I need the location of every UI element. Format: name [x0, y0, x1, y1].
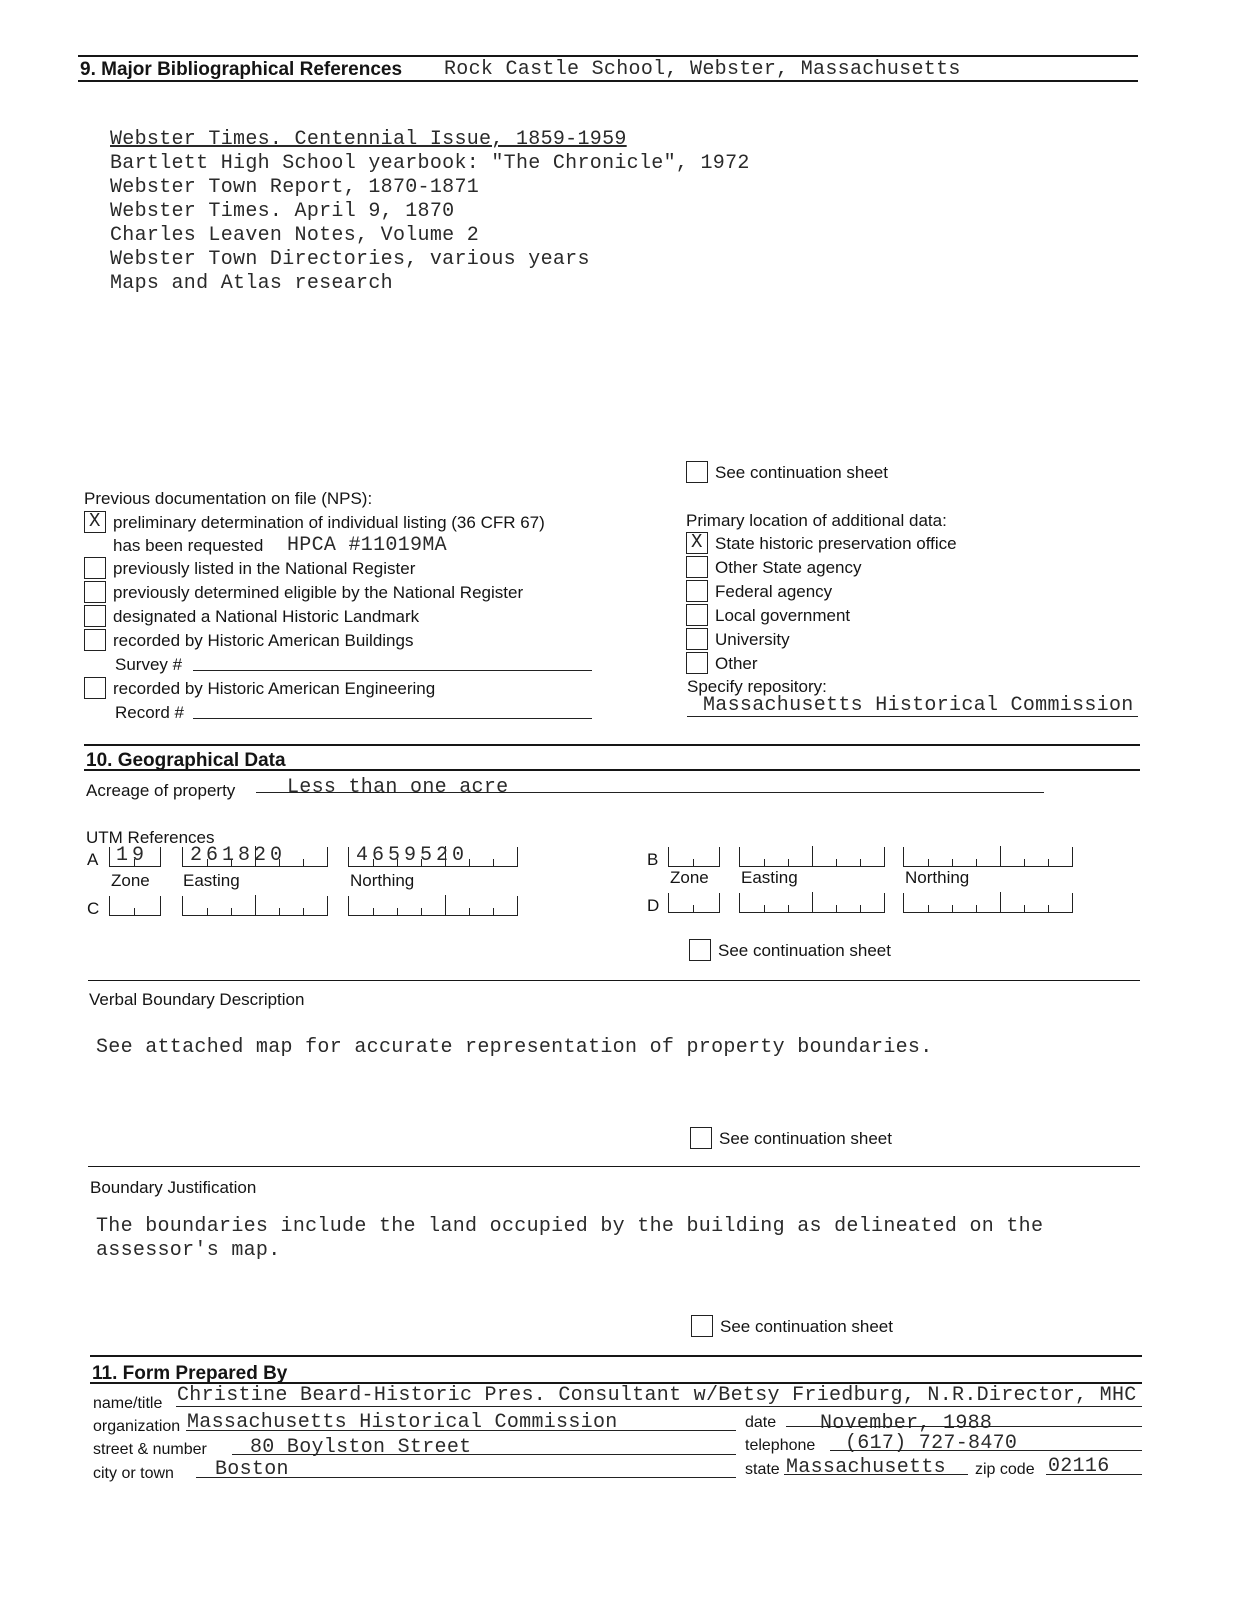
location-checkbox-university[interactable]	[686, 628, 708, 650]
city-town-field-line	[196, 1477, 736, 1478]
prev-doc-label: designated a National Historic Landmark	[113, 607, 420, 626]
street-number-field-line	[232, 1454, 736, 1455]
see-continuation-checkbox[interactable]	[689, 939, 711, 961]
location-checkbox-other-state[interactable]	[686, 556, 708, 578]
record-number-label: Record #	[115, 703, 184, 722]
street-number-value: 80 Boylston Street	[250, 1436, 472, 1459]
city-town-label: city or town	[93, 1465, 174, 1482]
boundary-justification-heading: Boundary Justification	[90, 1178, 257, 1197]
section-11-heading: 11. Form Prepared By	[92, 1363, 288, 1384]
section-9-rule	[78, 80, 1138, 82]
prev-doc-label: previously determined eligible by the National Register	[113, 583, 524, 602]
utm-letter-b: B	[647, 850, 659, 869]
state-value: Massachusetts	[786, 1456, 946, 1479]
utm-a-zone-value: 19	[116, 844, 149, 867]
prev-doc-label: recorded by Historic American Buildings	[113, 631, 414, 650]
utm-b-easting-box[interactable]	[739, 847, 885, 867]
boundary-justification-line: The boundaries include the land occupied by the building as delineated on the	[96, 1215, 1044, 1238]
prev-doc-checkbox-listed[interactable]	[84, 557, 106, 579]
primary-location-heading: Primary location of additional data:	[686, 511, 947, 530]
specify-repository-label: Specify repository:	[687, 677, 827, 696]
zip-code-field-line	[1046, 1474, 1142, 1475]
utm-a-easting-value: 261820	[190, 844, 287, 867]
repository-value: Massachusetts Historical Commission	[703, 694, 1134, 717]
section-11-top-rule	[90, 1355, 1142, 1357]
repository-field-line	[687, 716, 1138, 717]
prev-doc-checkbox-preliminary[interactable]	[84, 511, 106, 533]
utm-c-easting-box[interactable]	[182, 896, 328, 916]
date-field-line	[786, 1426, 1142, 1427]
location-label: Other	[715, 654, 758, 673]
has-been-requested-label: has been requested	[113, 536, 264, 555]
survey-number-field[interactable]	[193, 670, 592, 671]
location-label: State historic preservation office	[715, 534, 957, 553]
utm-letter-c: C	[87, 899, 100, 918]
acreage-label: Acreage of property	[86, 781, 236, 800]
see-continuation-checkbox[interactable]	[691, 1315, 713, 1337]
see-continuation-checkbox[interactable]	[690, 1127, 712, 1149]
reference-item: Webster Town Directories, various years	[110, 248, 590, 271]
section-10-heading: 10. Geographical Data	[86, 750, 286, 771]
reference-item: Bartlett High School yearbook: "The Chronicle", 1972	[110, 152, 750, 175]
easting-label: Easting	[741, 868, 798, 887]
see-continuation-label: See continuation sheet	[715, 463, 888, 482]
location-label: Other State agency	[715, 558, 862, 577]
date-value: November, 1988	[820, 1412, 993, 1435]
section-9-title-value: Rock Castle School, Webster, Massachusetts	[444, 58, 961, 81]
utm-references-heading: UTM References	[86, 828, 215, 847]
see-continuation-label: See continuation sheet	[718, 941, 891, 960]
name-title-value: Christine Beard-Historic Pres. Consultant w/Betsy Friedburg, N.R.Director, MHC	[177, 1384, 1137, 1407]
top-rule	[78, 55, 1138, 57]
organization-field-line	[186, 1430, 736, 1431]
see-continuation-checkbox[interactable]	[686, 461, 708, 483]
prev-doc-label: recorded by Historic American Engineering	[113, 679, 436, 698]
name-title-label: name/title	[93, 1395, 163, 1412]
city-town-value: Boston	[215, 1458, 289, 1481]
verbal-boundary-text: See attached map for accurate representation of property boundaries.	[96, 1036, 933, 1059]
acreage-field-line	[256, 792, 1044, 793]
utm-b-northing-box[interactable]	[903, 847, 1073, 867]
utm-b-zone-box[interactable]	[668, 847, 720, 867]
location-checkbox-local[interactable]	[686, 604, 708, 626]
name-title-field-line	[176, 1406, 1142, 1407]
utm-d-northing-box[interactable]	[903, 893, 1073, 913]
telephone-label: telephone	[745, 1437, 816, 1454]
state-label: state	[745, 1461, 780, 1478]
boundary-justification-line: assessor's map.	[96, 1239, 281, 1262]
utm-c-zone-box[interactable]	[109, 896, 161, 916]
prev-doc-label: preliminary determination of individual listing (36 CFR 67)	[113, 513, 545, 532]
requested-value: HPCA #11019MA	[287, 534, 447, 557]
prev-doc-checkbox-haer[interactable]	[84, 677, 106, 699]
acreage-value: Less than one acre	[287, 776, 509, 799]
checkbox-x-mark: X	[89, 510, 101, 532]
telephone-field-line	[830, 1450, 1142, 1451]
utm-d-easting-box[interactable]	[739, 893, 885, 913]
location-label: University	[715, 630, 790, 649]
prev-doc-checkbox-landmark[interactable]	[84, 605, 106, 627]
section-9-heading: 9. Major Bibliographical References	[80, 59, 403, 80]
see-continuation-label: See continuation sheet	[719, 1129, 892, 1148]
northing-label: Northing	[350, 871, 415, 890]
prev-doc-checkbox-habs[interactable]	[84, 629, 106, 651]
previous-documentation-heading: Previous documentation on file (NPS):	[84, 489, 373, 508]
zip-code-label: zip code	[975, 1461, 1035, 1478]
telephone-value: (617) 727-8470	[845, 1432, 1018, 1455]
verbal-boundary-rule	[88, 980, 1140, 981]
utm-letter-d: D	[647, 896, 660, 915]
section-10-rule	[84, 769, 1140, 771]
prev-doc-label: previously listed in the National Register	[113, 559, 416, 578]
reference-item: Charles Leaven Notes, Volume 2	[110, 224, 480, 247]
state-field-line	[784, 1474, 968, 1475]
organization-label: organization	[93, 1418, 181, 1435]
boundary-justification-rule	[88, 1166, 1140, 1167]
reference-item: Webster Town Report, 1870-1871	[110, 176, 480, 199]
utm-a-northing-value: 4659520	[356, 844, 469, 867]
location-checkbox-shpo[interactable]	[686, 532, 708, 554]
see-continuation-label: See continuation sheet	[720, 1317, 893, 1336]
easting-label: Easting	[183, 871, 240, 890]
reference-item: Maps and Atlas research	[110, 272, 393, 295]
location-checkbox-other[interactable]	[686, 652, 708, 674]
location-checkbox-federal[interactable]	[686, 580, 708, 602]
record-number-field[interactable]	[193, 718, 592, 719]
northing-label: Northing	[905, 868, 970, 887]
location-label: Local government	[715, 606, 851, 625]
organization-value: Massachusetts Historical Commission	[187, 1411, 618, 1434]
utm-d-zone-box[interactable]	[668, 893, 720, 913]
zone-label: Zone	[670, 868, 709, 887]
reference-item: Webster Times. Centennial Issue, 1859-1959	[110, 128, 627, 151]
reference-item: Webster Times. April 9, 1870	[110, 200, 455, 223]
utm-letter-a: A	[87, 850, 99, 869]
utm-c-northing-box[interactable]	[348, 896, 518, 916]
zone-label: Zone	[111, 871, 150, 890]
location-label: Federal agency	[715, 582, 833, 601]
date-label: date	[745, 1414, 777, 1431]
prev-doc-checkbox-eligible[interactable]	[84, 581, 106, 603]
zip-code-value: 02116	[1048, 1455, 1110, 1478]
section-10-top-rule	[84, 744, 1140, 746]
survey-number-label: Survey #	[115, 655, 183, 674]
verbal-boundary-heading: Verbal Boundary Description	[89, 990, 305, 1009]
checkbox-x-mark: X	[691, 531, 703, 553]
street-number-label: street & number	[93, 1441, 207, 1458]
